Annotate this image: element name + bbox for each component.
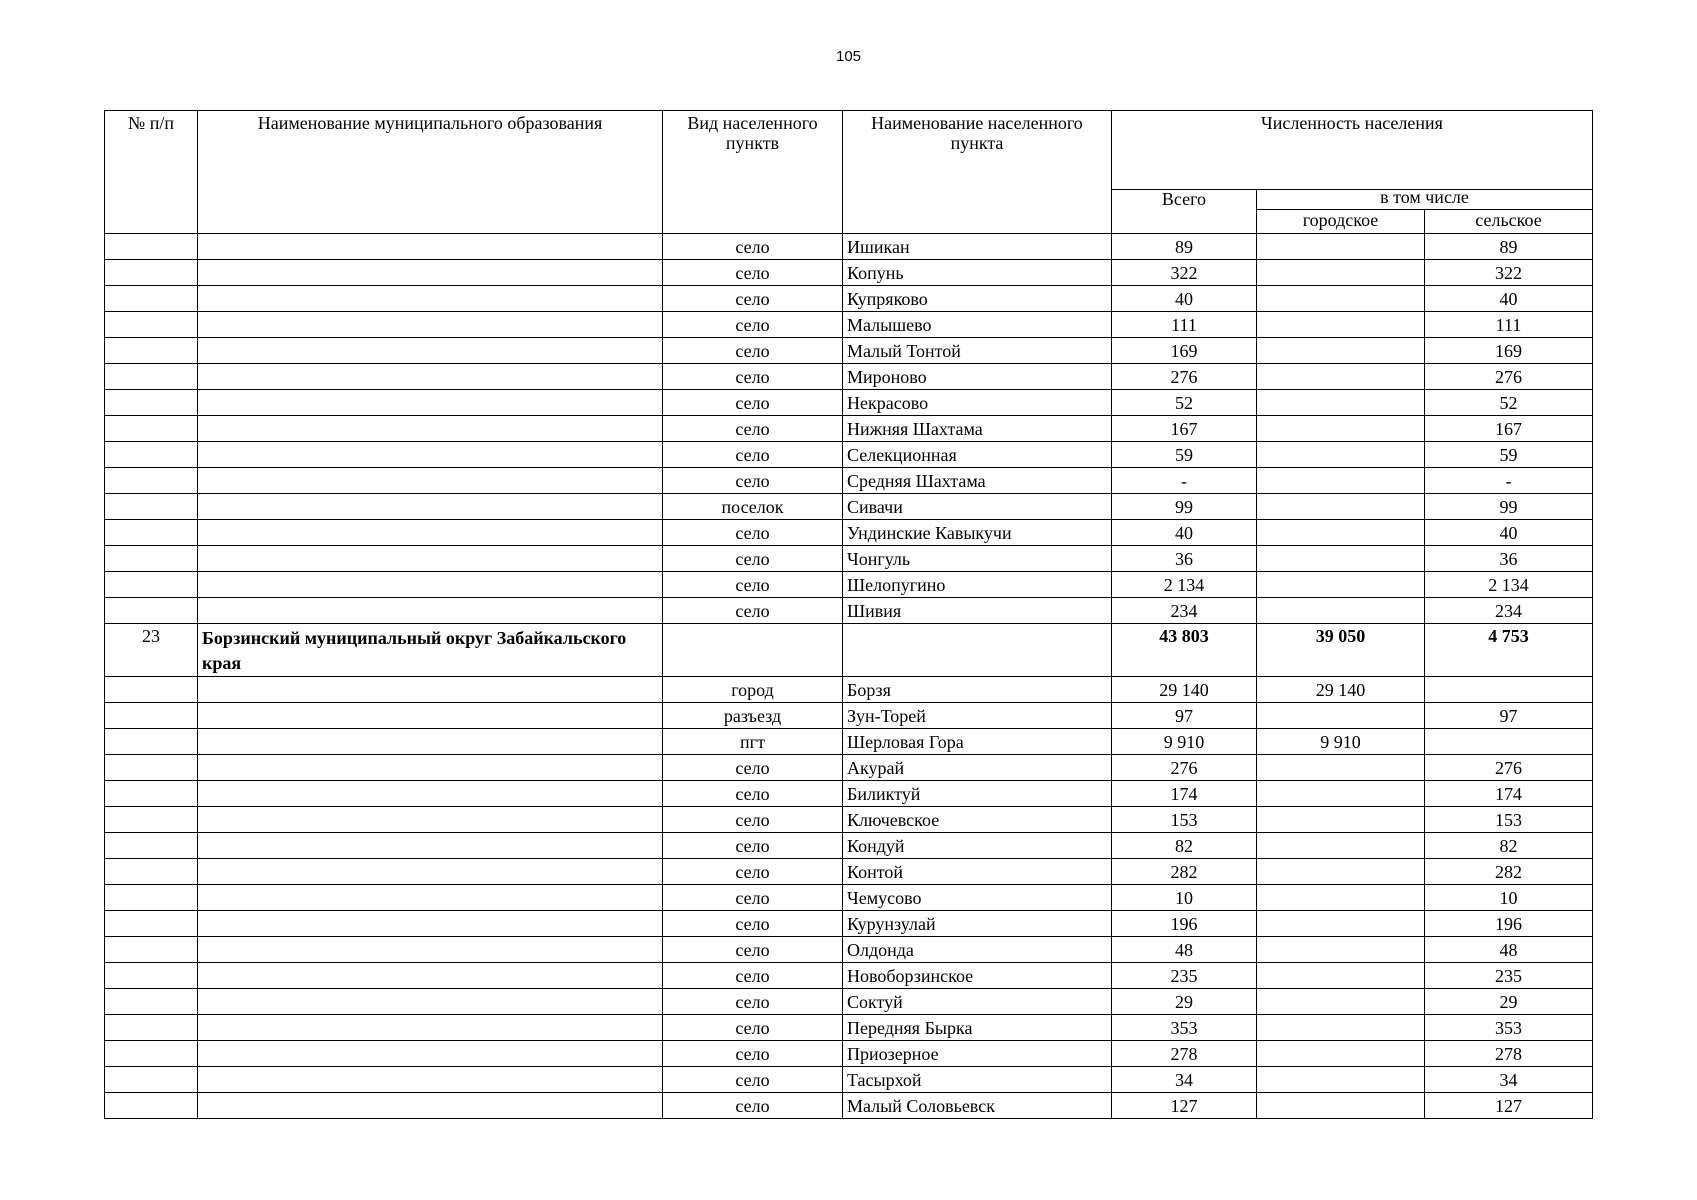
- table-row: [105, 963, 1593, 989]
- row-municipality-cell: [198, 833, 663, 859]
- population-total: 196: [1112, 911, 1257, 937]
- row-num-cell: [105, 937, 198, 963]
- row-municipality-cell: [198, 781, 663, 807]
- population-total: 29: [1112, 989, 1257, 1015]
- row-num-cell: [105, 885, 198, 911]
- population-rural: 234: [1425, 598, 1593, 624]
- settlement-name: Ключевское: [843, 807, 1112, 833]
- population-total: 127: [1112, 1093, 1257, 1119]
- population-total: -: [1112, 468, 1257, 494]
- table-row: [105, 1093, 1593, 1119]
- row-municipality-cell: [198, 286, 663, 312]
- settlement-type: село: [663, 885, 843, 911]
- population-total: 48: [1112, 937, 1257, 963]
- population-urban: [1257, 885, 1425, 911]
- population-rural: 276: [1425, 755, 1593, 781]
- population-rural: 82: [1425, 833, 1593, 859]
- population-total: 34: [1112, 1067, 1257, 1093]
- table-row: [105, 1041, 1593, 1067]
- population-urban: [1257, 781, 1425, 807]
- table-row: [105, 468, 1593, 494]
- district-num: 23: [105, 624, 198, 677]
- population-total: 89: [1112, 234, 1257, 260]
- settlement-name: Малый Соловьевск: [843, 1093, 1112, 1119]
- population-urban: [1257, 859, 1425, 885]
- population-total: 235: [1112, 963, 1257, 989]
- population-rural: [1425, 677, 1593, 703]
- settlement-name: Зун-Торей: [843, 703, 1112, 729]
- settlement-type: село: [663, 364, 843, 390]
- population-total: 59: [1112, 442, 1257, 468]
- population-urban: [1257, 442, 1425, 468]
- settlement-type: село: [663, 911, 843, 937]
- population-urban: [1257, 390, 1425, 416]
- row-num-cell: [105, 807, 198, 833]
- row-num-cell: [105, 468, 198, 494]
- population-total: 111: [1112, 312, 1257, 338]
- header-num: № п/п: [105, 111, 198, 234]
- row-municipality-cell: [198, 598, 663, 624]
- row-num-cell: [105, 260, 198, 286]
- header-settlement-name: Наименование населенного пункта: [843, 111, 1112, 234]
- population-urban: [1257, 494, 1425, 520]
- population-urban: [1257, 911, 1425, 937]
- population-rural: 322: [1425, 260, 1593, 286]
- population-rural: 59: [1425, 442, 1593, 468]
- population-total: 40: [1112, 520, 1257, 546]
- population-total: 278: [1112, 1041, 1257, 1067]
- row-municipality-cell: [198, 911, 663, 937]
- row-municipality-cell: [198, 703, 663, 729]
- table-row: [105, 1015, 1593, 1041]
- population-urban: 9 910: [1257, 729, 1425, 755]
- header-municipality: Наименование муниципального образования: [198, 111, 663, 234]
- row-num-cell: [105, 989, 198, 1015]
- population-rural: 97: [1425, 703, 1593, 729]
- row-num-cell: [105, 963, 198, 989]
- population-total: 169: [1112, 338, 1257, 364]
- table-row: [105, 364, 1593, 390]
- settlement-type: поселок: [663, 494, 843, 520]
- row-municipality-cell: [198, 677, 663, 703]
- district-rural: 4 753: [1425, 624, 1593, 677]
- population-rural: 2 134: [1425, 572, 1593, 598]
- row-num-cell: [105, 833, 198, 859]
- header-including-label: в том числе: [1380, 189, 1469, 207]
- table-row: [105, 807, 1593, 833]
- settlement-type: разъезд: [663, 703, 843, 729]
- population-urban: [1257, 338, 1425, 364]
- settlement-type: село: [663, 989, 843, 1015]
- settlement-type: село: [663, 468, 843, 494]
- row-municipality-cell: [198, 885, 663, 911]
- population-rural: 89: [1425, 234, 1593, 260]
- settlement-name: Шелопугино: [843, 572, 1112, 598]
- settlement-name: Малышево: [843, 312, 1112, 338]
- population-urban: [1257, 520, 1425, 546]
- population-total: 153: [1112, 807, 1257, 833]
- table-row: [105, 260, 1593, 286]
- row-num-cell: [105, 364, 198, 390]
- settlement-type: пгт: [663, 729, 843, 755]
- settlement-name: Копунь: [843, 260, 1112, 286]
- settlement-name: Мироново: [843, 364, 1112, 390]
- row-municipality-cell: [198, 260, 663, 286]
- row-num-cell: [105, 1041, 198, 1067]
- header-population: Численность населения: [1112, 111, 1593, 190]
- row-municipality-cell: [198, 520, 663, 546]
- row-num-cell: [105, 859, 198, 885]
- table-row: [105, 833, 1593, 859]
- table-body: [105, 234, 1593, 1119]
- population-urban: [1257, 312, 1425, 338]
- settlement-name: Новоборзинское: [843, 963, 1112, 989]
- population-total: 52: [1112, 390, 1257, 416]
- population-urban: [1257, 937, 1425, 963]
- settlement-type: село: [663, 416, 843, 442]
- population-urban: [1257, 260, 1425, 286]
- settlement-type: село: [663, 520, 843, 546]
- row-municipality-cell: [198, 989, 663, 1015]
- population-total: 36: [1112, 546, 1257, 572]
- row-municipality-cell: [198, 1015, 663, 1041]
- settlement-type: село: [663, 859, 843, 885]
- population-rural: 153: [1425, 807, 1593, 833]
- population-urban: 29 140: [1257, 677, 1425, 703]
- row-municipality-cell: [198, 338, 663, 364]
- population-urban: [1257, 468, 1425, 494]
- row-num-cell: [105, 546, 198, 572]
- population-rural: 167: [1425, 416, 1593, 442]
- row-municipality-cell: [198, 364, 663, 390]
- settlement-name: Биликтуй: [843, 781, 1112, 807]
- row-municipality-cell: [198, 546, 663, 572]
- population-total: 167: [1112, 416, 1257, 442]
- row-num-cell: [105, 1093, 198, 1119]
- population-total: 234: [1112, 598, 1257, 624]
- population-rural: 353: [1425, 1015, 1593, 1041]
- settlement-name: Контой: [843, 859, 1112, 885]
- population-total: 82: [1112, 833, 1257, 859]
- table-row: [105, 755, 1593, 781]
- population-urban: [1257, 1067, 1425, 1093]
- row-num-cell: [105, 911, 198, 937]
- population-rural: 111: [1425, 312, 1593, 338]
- page-number: 105: [835, 48, 862, 65]
- settlement-name: Передняя Бырка: [843, 1015, 1112, 1041]
- row-num-cell: [105, 338, 198, 364]
- population-urban: [1257, 1041, 1425, 1067]
- table-row: [105, 1067, 1593, 1093]
- district-settlement-cell: [843, 624, 1112, 677]
- settlement-type: село: [663, 234, 843, 260]
- settlement-name: Ундинские Кавыкучи: [843, 520, 1112, 546]
- row-municipality-cell: [198, 729, 663, 755]
- population-rural: 196: [1425, 911, 1593, 937]
- settlement-type: село: [663, 338, 843, 364]
- population-total: 174: [1112, 781, 1257, 807]
- settlement-name: Акурай: [843, 755, 1112, 781]
- row-num-cell: [105, 234, 198, 260]
- settlement-name: Тасырхой: [843, 1067, 1112, 1093]
- population-rural: 10: [1425, 885, 1593, 911]
- population-total: 2 134: [1112, 572, 1257, 598]
- population-rural: 169: [1425, 338, 1593, 364]
- settlement-type: село: [663, 781, 843, 807]
- table-row: [105, 859, 1593, 885]
- table-header: [105, 111, 1593, 234]
- row-municipality-cell: [198, 963, 663, 989]
- row-municipality-cell: [198, 937, 663, 963]
- row-num-cell: [105, 286, 198, 312]
- row-municipality-cell: [198, 1067, 663, 1093]
- table-row: [105, 442, 1593, 468]
- population-urban: [1257, 234, 1425, 260]
- settlement-name: Нижняя Шахтама: [843, 416, 1112, 442]
- row-num-cell: [105, 416, 198, 442]
- population-total: 282: [1112, 859, 1257, 885]
- table-row: [105, 312, 1593, 338]
- settlement-type: село: [663, 937, 843, 963]
- population-total: 276: [1112, 755, 1257, 781]
- settlement-name: Селекционная: [843, 442, 1112, 468]
- table-row: [105, 338, 1593, 364]
- row-num-cell: [105, 442, 198, 468]
- population-urban: [1257, 546, 1425, 572]
- population-rural: 48: [1425, 937, 1593, 963]
- row-municipality-cell: [198, 390, 663, 416]
- row-municipality-cell: [198, 1041, 663, 1067]
- district-total: 43 803: [1112, 624, 1257, 677]
- row-municipality-cell: [198, 572, 663, 598]
- row-num-cell: [105, 755, 198, 781]
- header-urban: городское: [1257, 210, 1425, 234]
- population-urban: [1257, 755, 1425, 781]
- settlement-name: Чемусово: [843, 885, 1112, 911]
- population-urban: [1257, 572, 1425, 598]
- table-row: [105, 937, 1593, 963]
- district-row: [105, 624, 1593, 677]
- district-name: Борзинский муниципальный округ Забайкальского края: [198, 624, 663, 677]
- population-urban: [1257, 807, 1425, 833]
- population-rural: 34: [1425, 1067, 1593, 1093]
- row-num-cell: [105, 572, 198, 598]
- population-urban: [1257, 703, 1425, 729]
- table-row: [105, 885, 1593, 911]
- settlement-name: Малый Тонтой: [843, 338, 1112, 364]
- population-rural: 40: [1425, 286, 1593, 312]
- population-urban: [1257, 963, 1425, 989]
- district-urban: 39 050: [1257, 624, 1425, 677]
- population-total: 29 140: [1112, 677, 1257, 703]
- settlement-type: село: [663, 1067, 843, 1093]
- row-num-cell: [105, 703, 198, 729]
- settlement-type: село: [663, 833, 843, 859]
- table-row: [105, 572, 1593, 598]
- table-row: [105, 781, 1593, 807]
- population-rural: 29: [1425, 989, 1593, 1015]
- settlement-name: Некрасово: [843, 390, 1112, 416]
- population-urban: [1257, 1093, 1425, 1119]
- settlement-type: село: [663, 286, 843, 312]
- population-urban: [1257, 1015, 1425, 1041]
- settlement-type: город: [663, 677, 843, 703]
- row-num-cell: [105, 677, 198, 703]
- settlement-name: Борзя: [843, 677, 1112, 703]
- table-row: [105, 416, 1593, 442]
- table-row: [105, 286, 1593, 312]
- row-municipality-cell: [198, 416, 663, 442]
- population-total: 9 910: [1112, 729, 1257, 755]
- table-row: [105, 234, 1593, 260]
- row-num-cell: [105, 520, 198, 546]
- settlement-type: село: [663, 442, 843, 468]
- population-rural: [1425, 729, 1593, 755]
- row-num-cell: [105, 1067, 198, 1093]
- settlement-type: село: [663, 1093, 843, 1119]
- row-num-cell: [105, 312, 198, 338]
- settlement-name: Купряково: [843, 286, 1112, 312]
- population-rural: 278: [1425, 1041, 1593, 1067]
- header-rural: сельское: [1425, 210, 1593, 234]
- settlement-name: Средняя Шахтама: [843, 468, 1112, 494]
- population-rural: 127: [1425, 1093, 1593, 1119]
- settlement-type: село: [663, 260, 843, 286]
- row-municipality-cell: [198, 807, 663, 833]
- row-municipality-cell: [198, 494, 663, 520]
- population-total: 353: [1112, 1015, 1257, 1041]
- settlement-name: Чонгуль: [843, 546, 1112, 572]
- population-rural: 52: [1425, 390, 1593, 416]
- settlement-type: село: [663, 807, 843, 833]
- row-municipality-cell: [198, 1093, 663, 1119]
- row-num-cell: [105, 390, 198, 416]
- header-including: [1257, 190, 1593, 210]
- population-total: 10: [1112, 885, 1257, 911]
- population-rural: 282: [1425, 859, 1593, 885]
- header-settlement-type: Вид населенного пунктв: [663, 111, 843, 234]
- population-urban: [1257, 833, 1425, 859]
- settlement-type: село: [663, 546, 843, 572]
- population-rural: 40: [1425, 520, 1593, 546]
- table-row: [105, 598, 1593, 624]
- settlement-type: село: [663, 390, 843, 416]
- row-municipality-cell: [198, 442, 663, 468]
- population-rural: 36: [1425, 546, 1593, 572]
- settlement-name: Кондуй: [843, 833, 1112, 859]
- table-row: [105, 494, 1593, 520]
- table-row: [105, 703, 1593, 729]
- row-num-cell: [105, 781, 198, 807]
- settlement-type: село: [663, 598, 843, 624]
- settlement-type: село: [663, 1041, 843, 1067]
- table-row: [105, 989, 1593, 1015]
- population-urban: [1257, 416, 1425, 442]
- settlement-type: село: [663, 572, 843, 598]
- population-total: 276: [1112, 364, 1257, 390]
- population-total: 322: [1112, 260, 1257, 286]
- population-total: 97: [1112, 703, 1257, 729]
- settlement-name: Ишикан: [843, 234, 1112, 260]
- population-urban: [1257, 364, 1425, 390]
- table-row: [105, 677, 1593, 703]
- district-type-cell: [663, 624, 843, 677]
- settlement-name: Олдонда: [843, 937, 1112, 963]
- population-rural: 99: [1425, 494, 1593, 520]
- settlement-type: село: [663, 312, 843, 338]
- row-num-cell: [105, 494, 198, 520]
- table-row: [105, 390, 1593, 416]
- population-total: 99: [1112, 494, 1257, 520]
- row-num-cell: [105, 598, 198, 624]
- row-num-cell: [105, 729, 198, 755]
- settlement-name: Сивачи: [843, 494, 1112, 520]
- settlement-type: село: [663, 1015, 843, 1041]
- settlement-type: село: [663, 755, 843, 781]
- table-row: [105, 546, 1593, 572]
- header-total: Всего: [1112, 190, 1257, 234]
- population-rural: 174: [1425, 781, 1593, 807]
- population-urban: [1257, 989, 1425, 1015]
- population-total: 40: [1112, 286, 1257, 312]
- row-municipality-cell: [198, 755, 663, 781]
- table-row: [105, 520, 1593, 546]
- population-table: [104, 110, 1593, 1119]
- table-row: [105, 729, 1593, 755]
- settlement-type: село: [663, 963, 843, 989]
- settlement-name: Курунзулай: [843, 911, 1112, 937]
- population-rural: 235: [1425, 963, 1593, 989]
- population-urban: [1257, 598, 1425, 624]
- settlement-name: Шерловая Гора: [843, 729, 1112, 755]
- population-rural: 276: [1425, 364, 1593, 390]
- settlement-name: Шивия: [843, 598, 1112, 624]
- table-row: [105, 911, 1593, 937]
- row-num-cell: [105, 1015, 198, 1041]
- row-municipality-cell: [198, 468, 663, 494]
- row-municipality-cell: [198, 312, 663, 338]
- settlement-name: Приозерное: [843, 1041, 1112, 1067]
- row-municipality-cell: [198, 859, 663, 885]
- settlement-name: Соктуй: [843, 989, 1112, 1015]
- row-municipality-cell: [198, 234, 663, 260]
- population-urban: [1257, 286, 1425, 312]
- population-rural: -: [1425, 468, 1593, 494]
